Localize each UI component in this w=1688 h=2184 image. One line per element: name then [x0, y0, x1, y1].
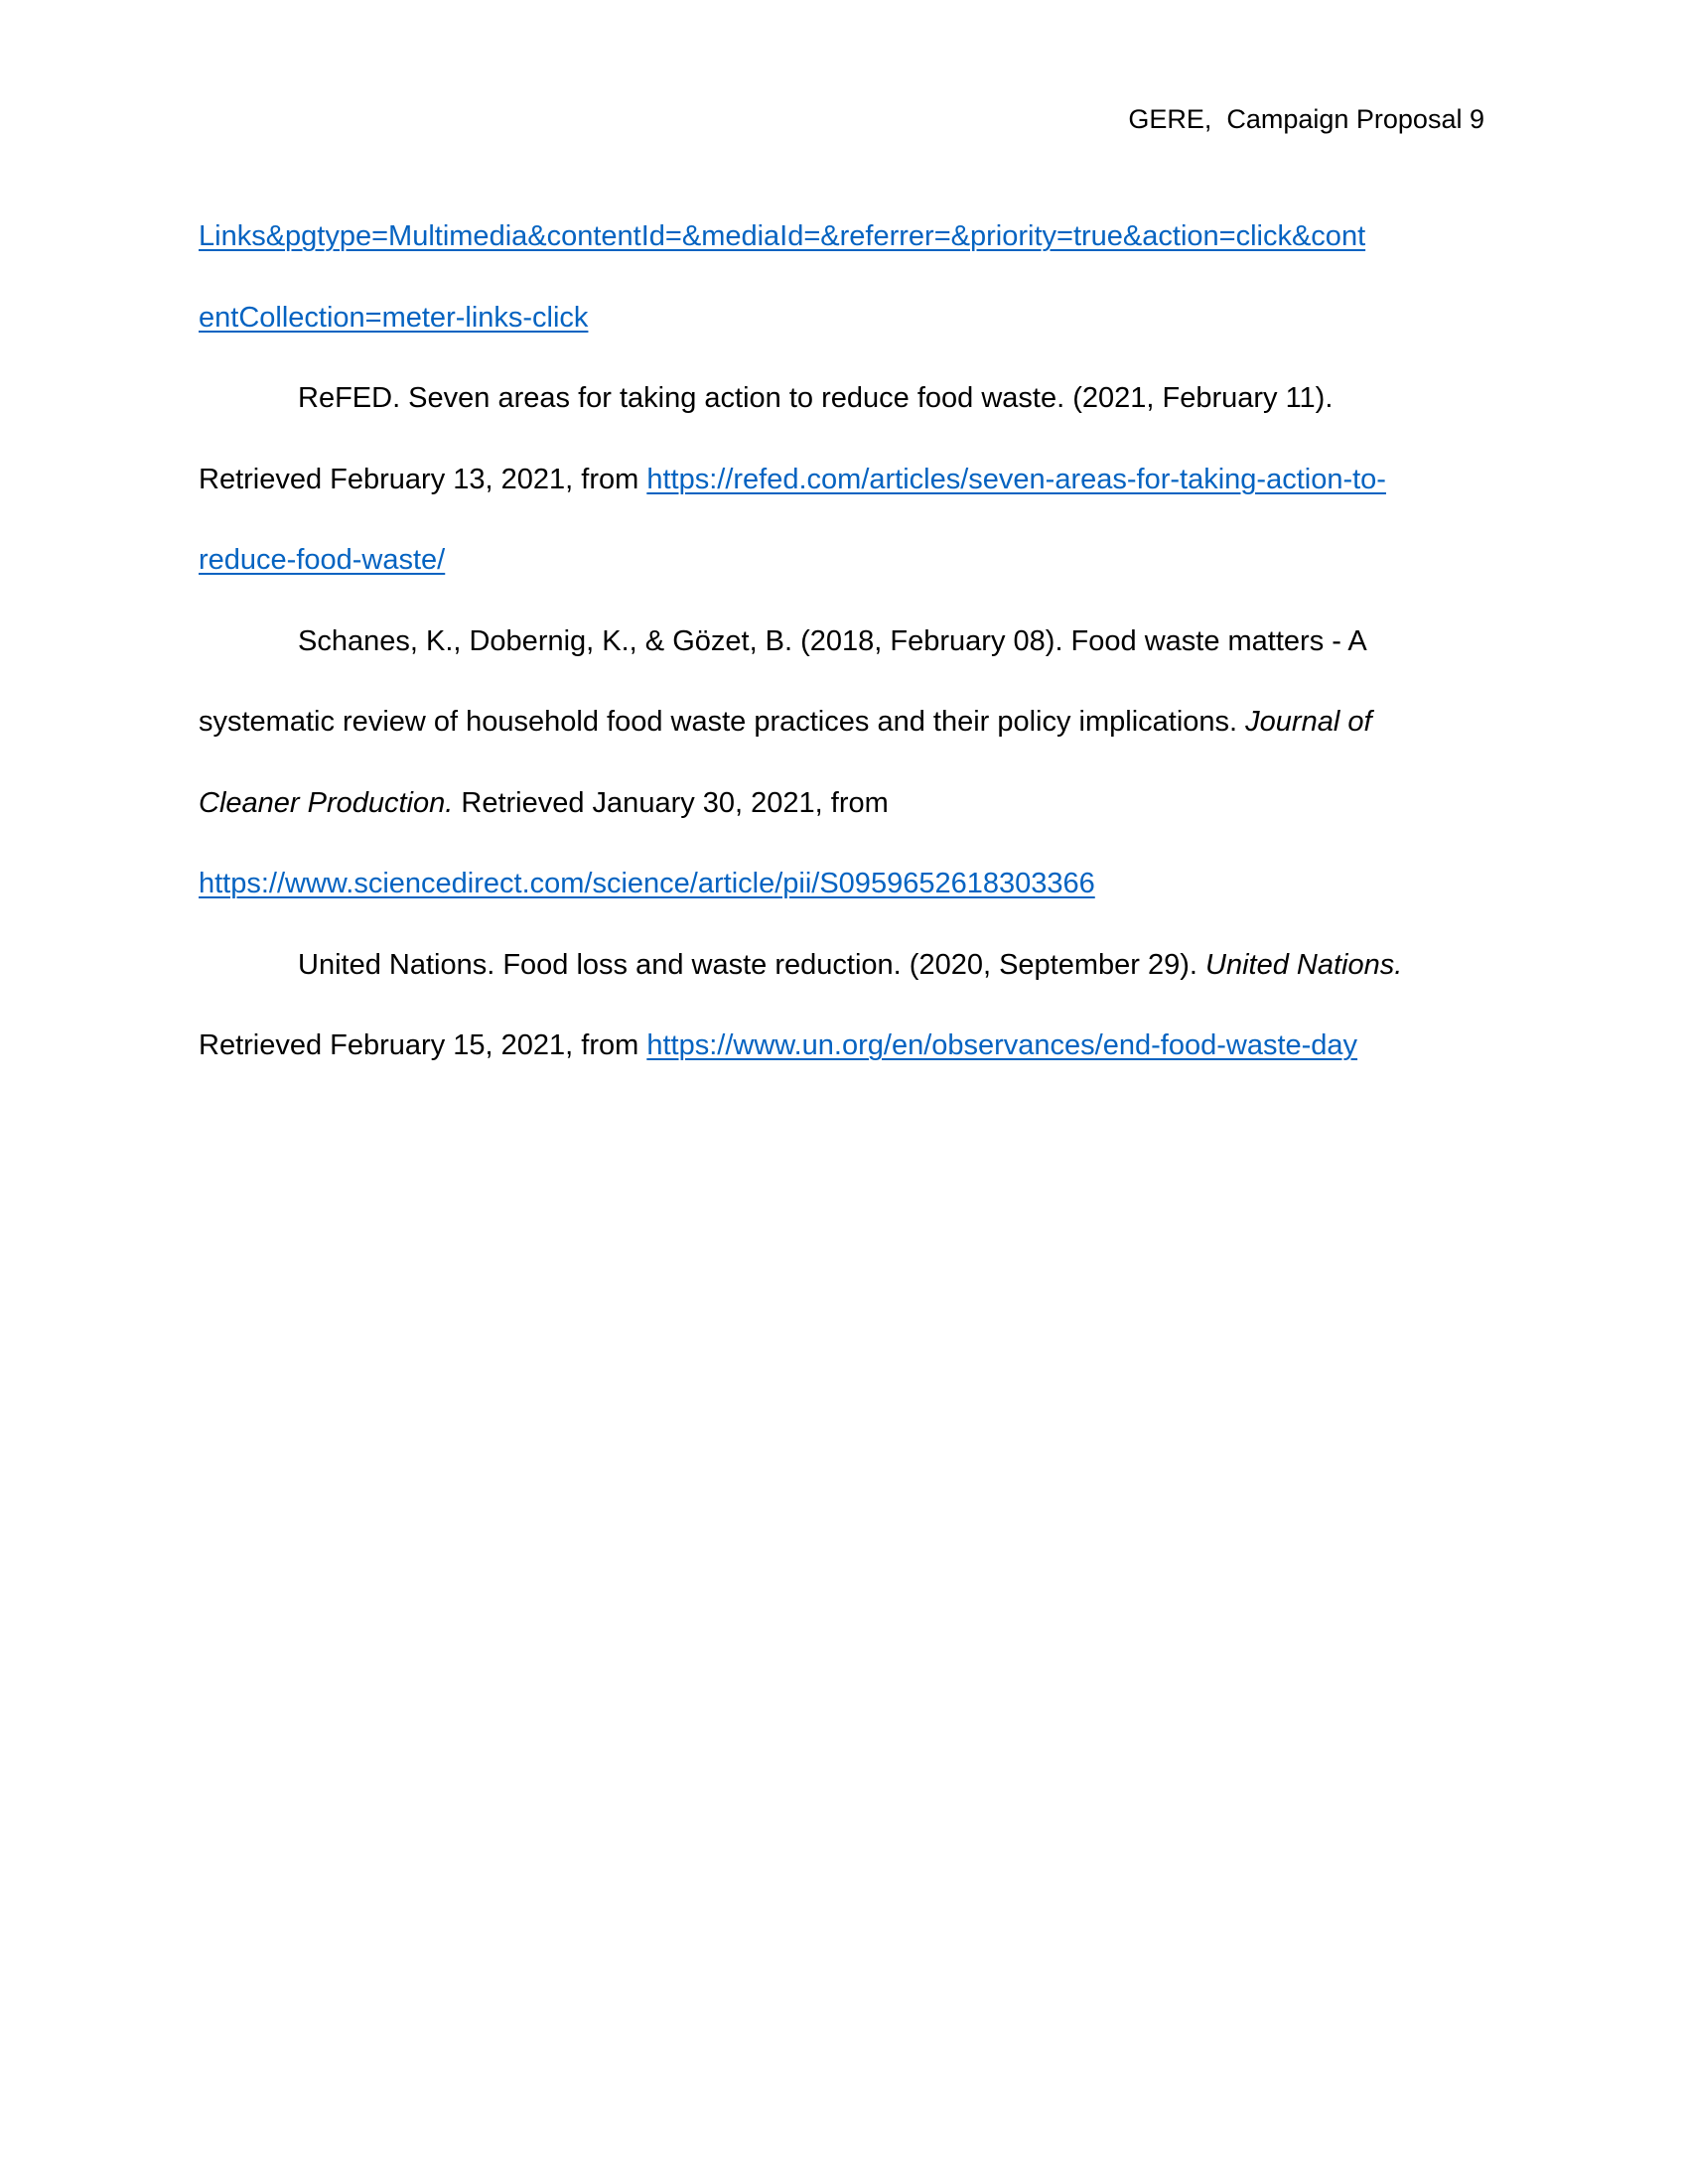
reference-line [199, 602, 1489, 683]
refed-url-link[interactable]: https://refed.com/articles/seven-areas-for-taking-action-to- [646, 463, 1386, 495]
reference-text: systematic review of household food waste practices and their policy implications. [199, 706, 1246, 738]
reference-line [199, 440, 1489, 521]
reference-line [199, 1006, 1489, 1087]
journal-title: Journal of [1245, 706, 1372, 738]
reference-line [199, 844, 1489, 925]
reference-text: ReFED. Seven areas for taking action to reduce food waste. (2021, February 11). [298, 382, 1334, 414]
reference-line [199, 682, 1489, 763]
reference-text: Retrieved January 30, 2021, from [453, 786, 889, 819]
reference-line [199, 520, 1489, 602]
reference-text: Schanes, K., Dobernig, K., & Gözet, B. (2018, February 08). Food waste matters - A [298, 624, 1367, 657]
un-url-link[interactable]: https://www.un.org/en/observances/end-food-waste-day [646, 1029, 1358, 1061]
refed-url-link[interactable]: reduce-food-waste/ [199, 544, 446, 576]
reference-line [199, 278, 1489, 359]
reference-text: Retrieved February 15, 2021, from [199, 1029, 647, 1061]
journal-title: Cleaner Production. [199, 786, 454, 819]
reference-url-link[interactable]: Links&pgtype=Multimedia&contentId=&mediaId=&referrer=&priority=true&action=click&cont [199, 220, 1366, 252]
reference-line [199, 197, 1489, 278]
source-title: United Nations. [1205, 948, 1403, 981]
reference-line [199, 925, 1489, 1007]
reference-url-link[interactable]: entCollection=meter-links-click [199, 301, 589, 334]
references-list [199, 197, 1489, 1087]
reference-line [199, 763, 1489, 845]
running-head: GERE, Campaign Proposal 9 [1128, 104, 1484, 134]
sciencedirect-url-link[interactable]: https://www.sciencedirect.com/science/article/pii/S0959652618303366 [199, 868, 1095, 899]
reference-text: Retrieved February 13, 2021, from [199, 463, 647, 495]
reference-line [199, 358, 1489, 440]
reference-text: United Nations. Food loss and waste reduction. (2020, September 29). [298, 948, 1206, 981]
